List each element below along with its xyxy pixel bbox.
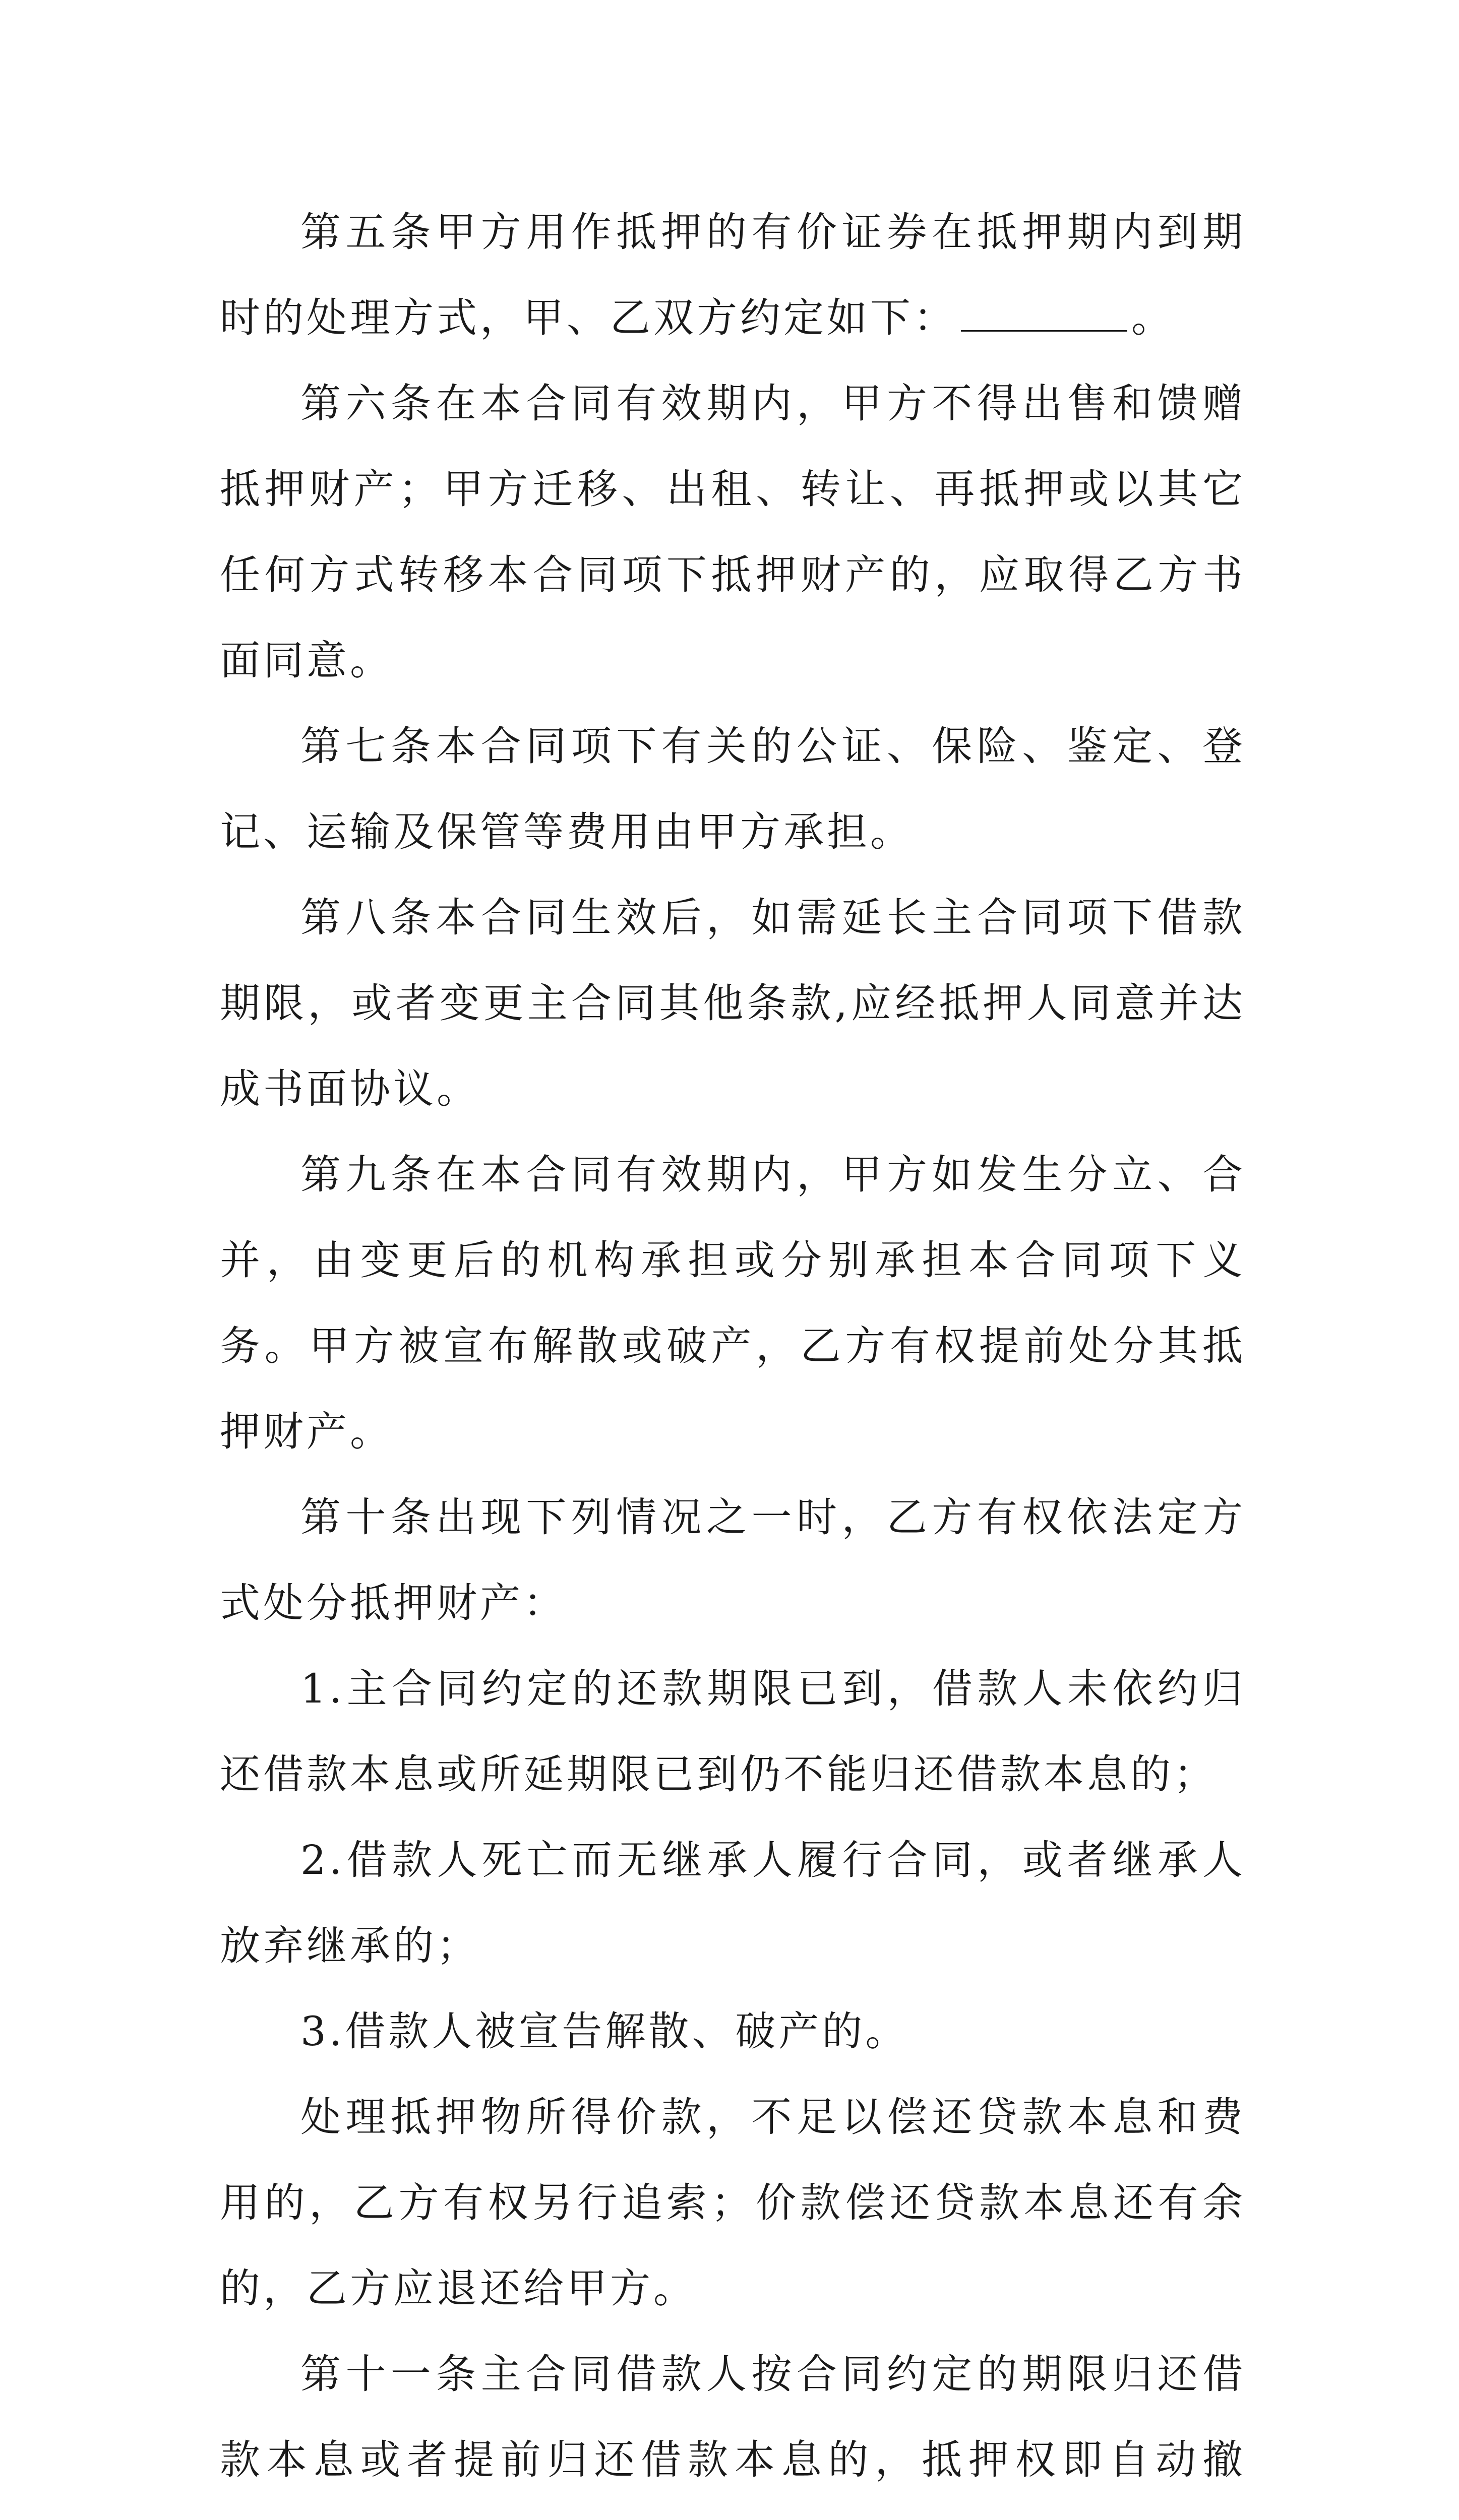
article-9: 第九条在本合同有效期内，甲方如发生分立、合并，由变更后的机构承担或分别承担本合同项下义务。甲方被宣布解散或破产，乙方有权提前处分其抵押财产。 [220,1151,1246,1455]
article-5-end: 。 [1131,294,1175,341]
disposal-proceeds-paragraph: 处理抵押物所得价款，不足以偿还贷款本息和费用的，乙方有权另行追索；价款偿还贷款本息还有余的，乙方应退还给甲方。 [220,2094,1246,2312]
article-5 [220,190,1246,361]
article-6: 第六条在本合同有效期内，甲方不得出售和馈赠抵押财产；甲方迁移、出租、转让、再抵押或以其它任何方式转移本合同项下抵押财产的，应取得乙方书面同意。 [220,380,1246,684]
article-5-text: 第五条甲方用作抵押的有价证券在抵押期内到期时的处理方式，甲、乙双方约定如下： [220,209,1246,341]
article-7: 第七条本合同项下有关的公证、保险、鉴定、登记、运输及保管等费用由甲方承担。 [220,723,1246,855]
document-body [220,190,1246,2520]
article-10: 第十条出现下列情况之一时，乙方有权依法定方式处分抵押财产： [220,1494,1246,1626]
article-8: 第八条本合同生效后，如需延长主合同项下借款期限，或者变更主合同其他条款,应经抵押人同意并达成书面协议。 [220,894,1246,1112]
article-10-item-3: 3.借款人被宣告解散、破产的。 [300,2008,909,2055]
article-11: 第十一条主合同借款人按合同约定的期限归还借款本息或者提前归还借款本息的，抵押权即自动撤 [220,2351,1246,2483]
fill-in-blank [961,295,1127,332]
article-10-item-2: 2.借款人死亡而无继承人履行合同，或者继承人放弃继承的； [220,1837,1246,1969]
article-10-item-1: 1.主合同约定的还款期限已到，借款人未依约归还借款本息或所延期限已到仍不能归还借款本息的； [220,1665,1246,1798]
